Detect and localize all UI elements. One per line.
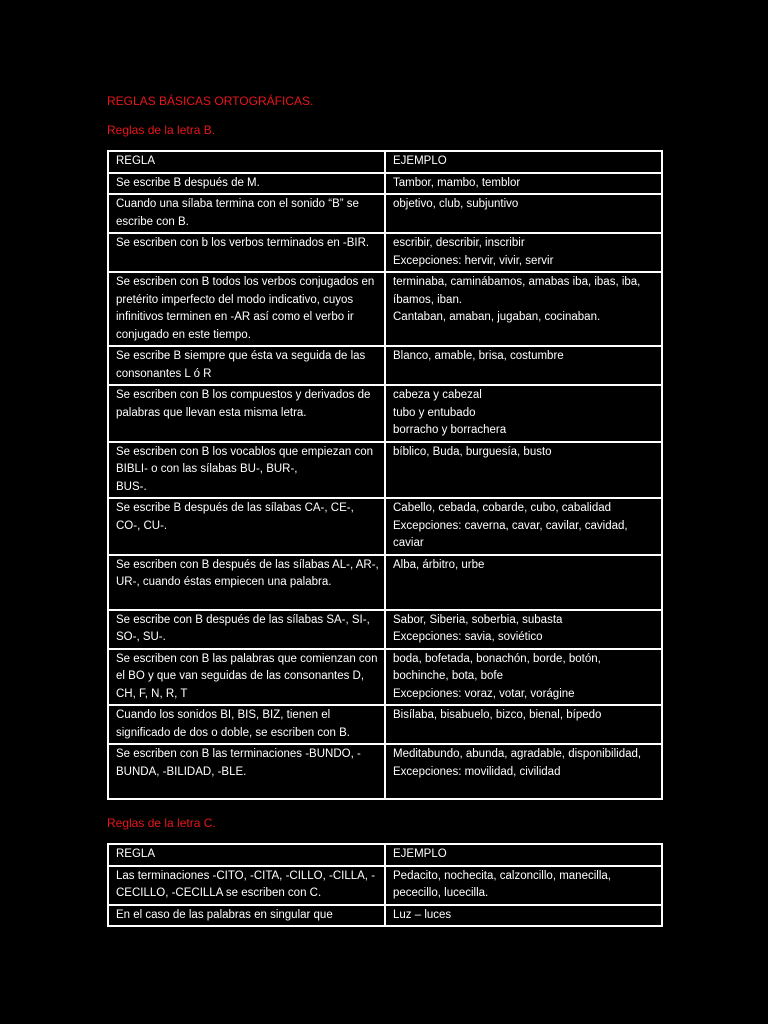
example-cell: cabeza y cabezal tubo y entubado borracho y borrachera [385, 385, 662, 442]
example-cell: objetivo, club, subjuntivo [385, 194, 662, 233]
table-row [108, 385, 662, 442]
rule-cell: Se escriben con b los verbos terminados en -BIR. [108, 233, 385, 272]
document-title: REGLAS BÁSICAS ORTOGRÁFICAS. [107, 94, 314, 108]
column-header-ejemplo: EJEMPLO [385, 844, 662, 866]
example-cell: terminaba, caminábamos, amabas iba, ibas, iba, íbamos, iban. Cantaban, amaban, jugaban, cocinaban. [385, 272, 662, 346]
section-c-title: Reglas de la letra C. [107, 816, 216, 830]
rules-table-b [107, 150, 663, 800]
table-row [108, 555, 662, 610]
example-cell: bíblico, Buda, burguesía, busto [385, 442, 662, 499]
table-header-row [108, 844, 662, 866]
table-row [108, 744, 662, 799]
example-cell: boda, bofetada, bonachón, borde, botón, bochinche, bota, bofe Excepciones: voraz, votar, vorágine [385, 649, 662, 706]
rule-cell: Se escriben con B las terminaciones -BUNDO, -BUNDA, -BILIDAD, -BLE. [108, 744, 385, 799]
rules-table-c [107, 843, 663, 927]
rule-cell: Se escribe B siempre que ésta va seguida de las consonantes L ó R [108, 346, 385, 385]
example-cell: Sabor, Siberia, soberbia, subasta Excepciones: savia, soviético [385, 610, 662, 649]
rule-cell: Se escriben con B los compuestos y derivados de palabras que llevan esta misma letra. [108, 385, 385, 442]
example-cell: Alba, árbitro, urbe [385, 555, 662, 610]
rule-cell: Cuando los sonidos BI, BIS, BIZ, tienen el significado de dos o doble, se escriben con B. [108, 705, 385, 744]
table-row [108, 173, 662, 195]
rule-cell: Se escriben con B después de las sílabas AL-, AR-, UR-, cuando éstas empiecen una palabra. [108, 555, 385, 610]
table-row [108, 346, 662, 385]
table-row [108, 442, 662, 499]
rule-cell: Se escriben con B todos los verbos conjugados en pretérito imperfecto del modo indicativo, cuyos infinitivos terminen en -AR así como el verbo ir conjugado en este tiempo. [108, 272, 385, 346]
example-cell: Cabello, cebada, cobarde, cubo, cabalidad Excepciones: caverna, cavar, cavilar, cavidad, caviar [385, 498, 662, 555]
example-cell: Tambor, mambo, temblor [385, 173, 662, 195]
column-header-ejemplo: EJEMPLO [385, 151, 662, 173]
example-cell: escribir, describir, inscribir Excepciones: hervir, vivir, servir [385, 233, 662, 272]
rule-cell: En el caso de las palabras en singular que [108, 905, 385, 927]
example-cell: Blanco, amable, brisa, costumbre [385, 346, 662, 385]
rule-cell: Se escribe con B después de las sílabas SA-, SI-, SO-, SU-. [108, 610, 385, 649]
table-header-row [108, 151, 662, 173]
rule-cell: Las terminaciones -CITO, -CITA, -CILLO, -CILLA, -CECILLO, -CECILLA se escriben con C. [108, 866, 385, 905]
table-row [108, 272, 662, 346]
example-cell: Luz – luces [385, 905, 662, 927]
example-cell: Pedacito, nochecita, calzoncillo, manecilla, pececillo, lucecilla. [385, 866, 662, 905]
column-header-regla: REGLA [108, 151, 385, 173]
rule-cell: Se escriben con B los vocablos que empiezan con BIBLI- o con las sílabas BU-, BUR-, BUS-. [108, 442, 385, 499]
rule-cell: Se escribe B después de las sílabas CA-, CE-, CO-, CU-. [108, 498, 385, 555]
column-header-regla: REGLA [108, 844, 385, 866]
rule-cell: Se escriben con B las palabras que comienzan con el BO y que van seguidas de las consonantes D, CH, F, N, R, T [108, 649, 385, 706]
table-row [108, 905, 662, 927]
table-row [108, 866, 662, 905]
section-b-title: Reglas de la letra B. [107, 123, 216, 137]
rule-cell: Se escribe B después de M. [108, 173, 385, 195]
table-row [108, 649, 662, 706]
rule-cell: Cuando una sílaba termina con el sonido “B” se escribe con B. [108, 194, 385, 233]
example-cell: Bisílaba, bisabuelo, bizco, bienal, bípedo [385, 705, 662, 744]
table-row [108, 233, 662, 272]
table-row [108, 498, 662, 555]
table-row [108, 705, 662, 744]
example-cell: Meditabundo, abunda, agradable, disponibilidad, Excepciones: movilidad, civilidad [385, 744, 662, 799]
table-row [108, 610, 662, 649]
table-row [108, 194, 662, 233]
